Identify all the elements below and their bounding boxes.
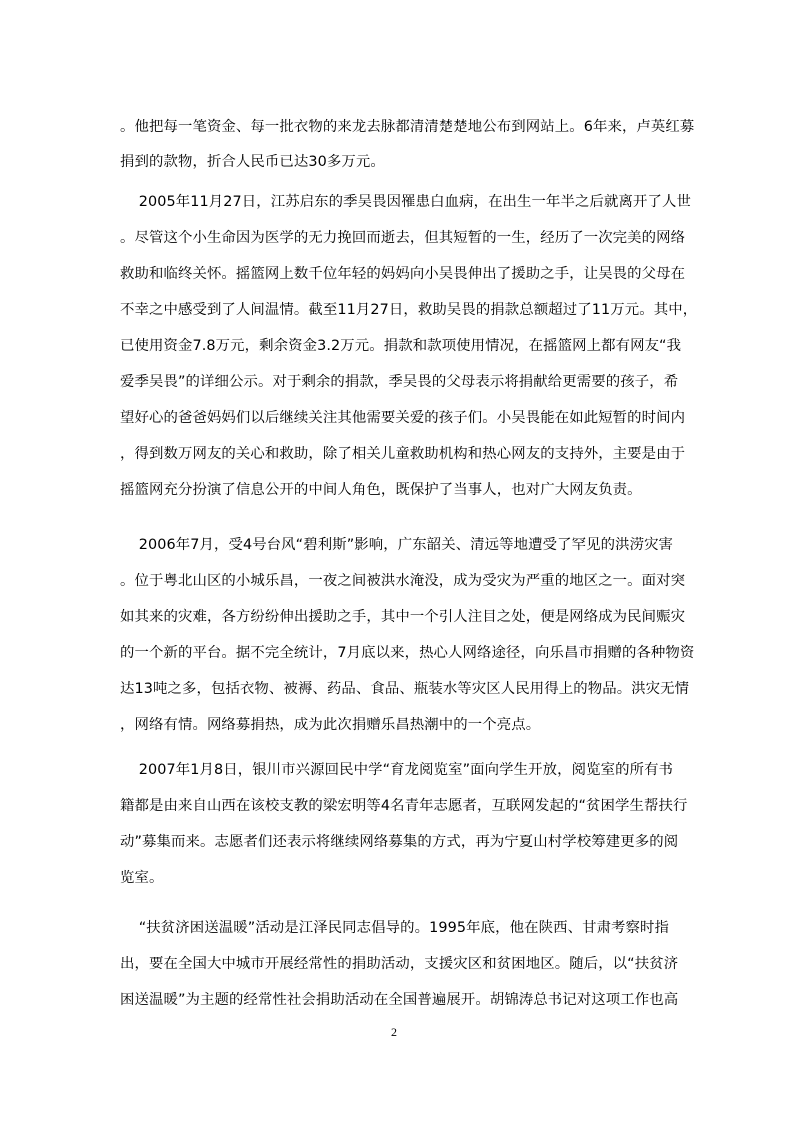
text-line: 达13吨之多，包括衣物、被褥、药品、食品、瓶装水等灾区人民用得上的物品。洪灾无情	[120, 681, 690, 697]
text-line: 捐到的款物，折合人民币已达30多万元。	[120, 154, 385, 170]
text-line: ，网络有情。网络募捐热，成为此次捐赠乐昌热潮中的一个亮点。	[120, 717, 541, 733]
text-line: 困送温暖”为主题的经常性社会捐助活动在全国普遍展开。胡锦涛总书记对这项工作也高	[120, 992, 679, 1008]
text-line: 览室。	[120, 870, 164, 886]
text-line: 的一个新的平台。据不完全统计，7月底以来，热心人网络途径，向乐昌市捐赠的各种物资	[120, 645, 695, 661]
text-line: 。他把每一笔资金、每一批衣物的来龙去脉都清清楚楚地公布到网站上。6年来，卢英红募	[120, 119, 695, 135]
text-line: 爱季吴畏”的详细公示。对于剩余的捐款，季吴畏的父母表示将捐献给更需要的孩子，希	[120, 374, 679, 390]
page-number: 2	[391, 1025, 397, 1039]
text-line: “扶贫济困送温暖”活动是江泽民同志倡导的。1995年底，他在陕西、甘肃考察时指	[120, 920, 670, 936]
text-line: 望好心的爸爸妈妈们以后继续关注其他需要关爱的孩子们。小吴畏能在如此短暂的时间内	[120, 410, 686, 426]
text-line: 出，要在全国大中城市开展经常性的捐助活动，支援灾区和贫困地区。随后，以“扶贫济	[120, 956, 679, 972]
text-line: 。位于粤北山区的小城乐昌，一夜之间被洪水淹没，成为受灾为严重的地区之一。面对突	[120, 573, 686, 589]
text-line: ，得到数万网友的关心和救助，除了相关儿童救助机构和热心网友的支持外，主要是由于	[120, 446, 686, 462]
text-line: 动”募集而来。志愿者们还表示将继续网络募集的方式，再为宁夏山村学校筹建更多的阅	[120, 834, 679, 850]
text-line: 2005年11月27日，江苏启东的季吴畏因罹患白血病，在出生一年半之后就离开了人世	[120, 194, 691, 210]
text-line: 。尽管这个小生命因为医学的无力挽回而逝去，但其短暂的一生，经历了一次完美的网络	[120, 230, 686, 246]
text-line: 2007年1月8日，银川市兴源回民中学“育龙阅览室”面向学生开放，阅览室的所有书	[120, 762, 674, 778]
text-line: 籍都是由来自山西在该校支教的梁宏明等4名青年志愿者，互联网发起的“贫困学生帮扶行	[120, 798, 688, 814]
text-line: 已使用资金7.8万元，剩余资金3.2万元。捐款和款项使用情况，在摇篮网上都有网友“我	[120, 338, 682, 354]
text-line: 摇篮网充分扮演了信息公开的中间人角色，既保护了当事人，也对广大网友负责。	[120, 482, 642, 498]
text-line: 如其来的灾难，各方纷纷伸出援助之手，其中一个引人注目之处，便是网络成为民间赈灾	[120, 609, 686, 625]
text-line: 2006年7月，受4号台风“碧利斯”影响，广东韶关、清远等地遭受了罕见的洪涝灾害	[120, 537, 674, 553]
text-line: 不幸之中感受到了人间温情。截至11月27日，救助吴畏的捐款总额超过了11万元。其中，	[120, 302, 698, 318]
text-line: 救助和临终关怀。摇篮网上数千位年轻的妈妈向小吴畏伸出了援助之手，让吴畏的父母在	[120, 266, 686, 282]
